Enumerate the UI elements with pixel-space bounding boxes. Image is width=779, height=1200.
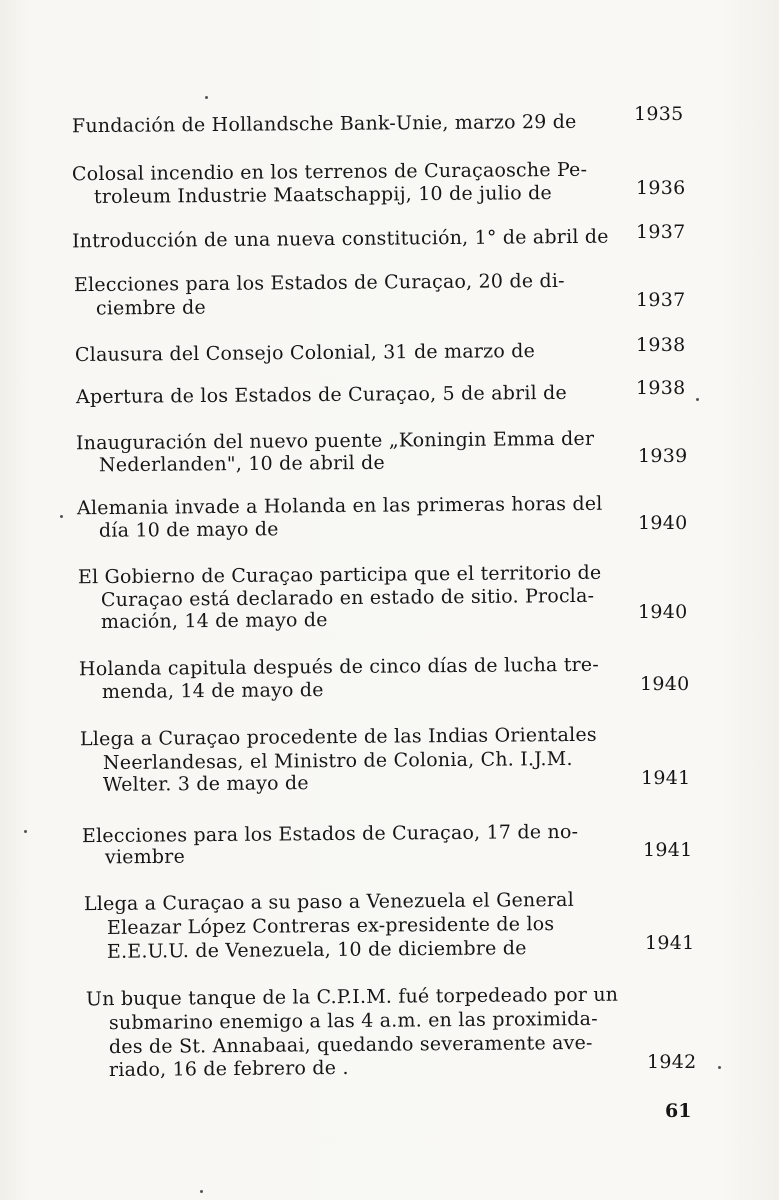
entry-text-line: submarino enemigo a las 4 a.m. en las proximida-: [108, 1007, 598, 1035]
print-speck: [205, 96, 208, 99]
entry-year: 1938: [636, 334, 686, 356]
entry-text-line: Inauguración del nuevo puente „Koningin Emma der: [75, 427, 595, 455]
entry-text-line: Apertura de los Estados de Curaçao, 5 de abril de: [75, 381, 568, 409]
entry-text-line: Clausura del Consejo Colonial, 31 de marzo de: [74, 339, 536, 367]
entry-year: 1938: [636, 377, 686, 399]
entry-text-line: Un buque tanque de la C.P.I.M. fué torpedeado por un: [85, 983, 619, 1011]
entry-text-line: Introducción de una nueva constitución, 1° de abril de: [71, 225, 609, 253]
entry-text-line: Curaçao está declarado en estado de sitio. Procla-: [100, 584, 595, 612]
print-speck: [696, 398, 699, 401]
entry-year: 1940: [638, 512, 688, 534]
entry-text-line: El Gobierno de Curaçao participa que el territorio de: [77, 561, 602, 589]
entry-text-line: Llega a Curaçao procedente de las Indias Orientales: [79, 723, 597, 751]
entry-text-line: Colosal incendio en los terrenos de Curaçaosche Pe-: [71, 158, 588, 186]
print-speck: [200, 1190, 203, 1193]
entry-year: 1941: [643, 839, 693, 861]
entry-text-line: Eleazar López Contreras ex-presidente de los: [106, 913, 555, 939]
entry-text-line: Fundación de Hollandsche Bank-Unie, marzo 29 de: [71, 110, 577, 138]
entry-text-line: Alemania invade a Holanda en las primeras horas del: [76, 492, 603, 520]
entry-year: 1941: [641, 767, 691, 789]
entry-year: 1937: [636, 289, 686, 311]
entry-year: 1937: [636, 221, 686, 243]
entry-text-line: Elecciones para los Estados de Curaçao, 20 de di-: [73, 269, 565, 297]
entry-text-line: menda, 14 de mayo de: [101, 679, 324, 703]
entry-text-line: ciembre de: [95, 296, 207, 320]
entry-text-line: Llega a Curaçao a su paso a Venezuela el General: [83, 888, 575, 916]
page-number: 61: [665, 1100, 692, 1122]
entry-text-line: Welter. 3 de mayo de: [102, 772, 309, 796]
entry-year: 1940: [638, 601, 688, 623]
print-speck: [24, 830, 27, 833]
print-speck: [60, 515, 63, 518]
entry-year: 1942: [647, 1051, 697, 1073]
entry-year: 1939: [638, 445, 688, 467]
print-speck: [718, 1066, 721, 1069]
entry-year: 1941: [645, 932, 695, 954]
entry-year: 1936: [636, 177, 686, 199]
entry-year: 1940: [640, 673, 690, 695]
entry-text-line: troleum Industrie Maatschappij, 10 de julio de: [93, 182, 552, 208]
entry-text-line: Neerlandesas, el Ministro de Colonia, Ch. I.J.M.: [102, 747, 573, 775]
entry-year: 1935: [634, 103, 684, 125]
entry-text-line: mación, 14 de mayo de: [100, 609, 328, 633]
entry-text-line: riado, 16 de febrero de .: [108, 1056, 349, 1082]
entry-text-line: día 10 de mayo de: [98, 518, 279, 542]
entry-text-line: Holanda capitula después de cinco días de lucha tre-: [78, 653, 600, 681]
entry-text-line: Elecciones para los Estados de Curaçao, 17 de no-: [81, 820, 579, 848]
entry-text-line: E.E.U.U. de Venezuela, 10 de diciembre de: [106, 937, 527, 963]
entry-text-line: Nederlanden", 10 de abril de: [98, 451, 385, 477]
entry-text-line: des de St. Annabaai, quedando severamente ave-: [108, 1031, 593, 1059]
entry-text-line: viembre: [104, 845, 186, 869]
